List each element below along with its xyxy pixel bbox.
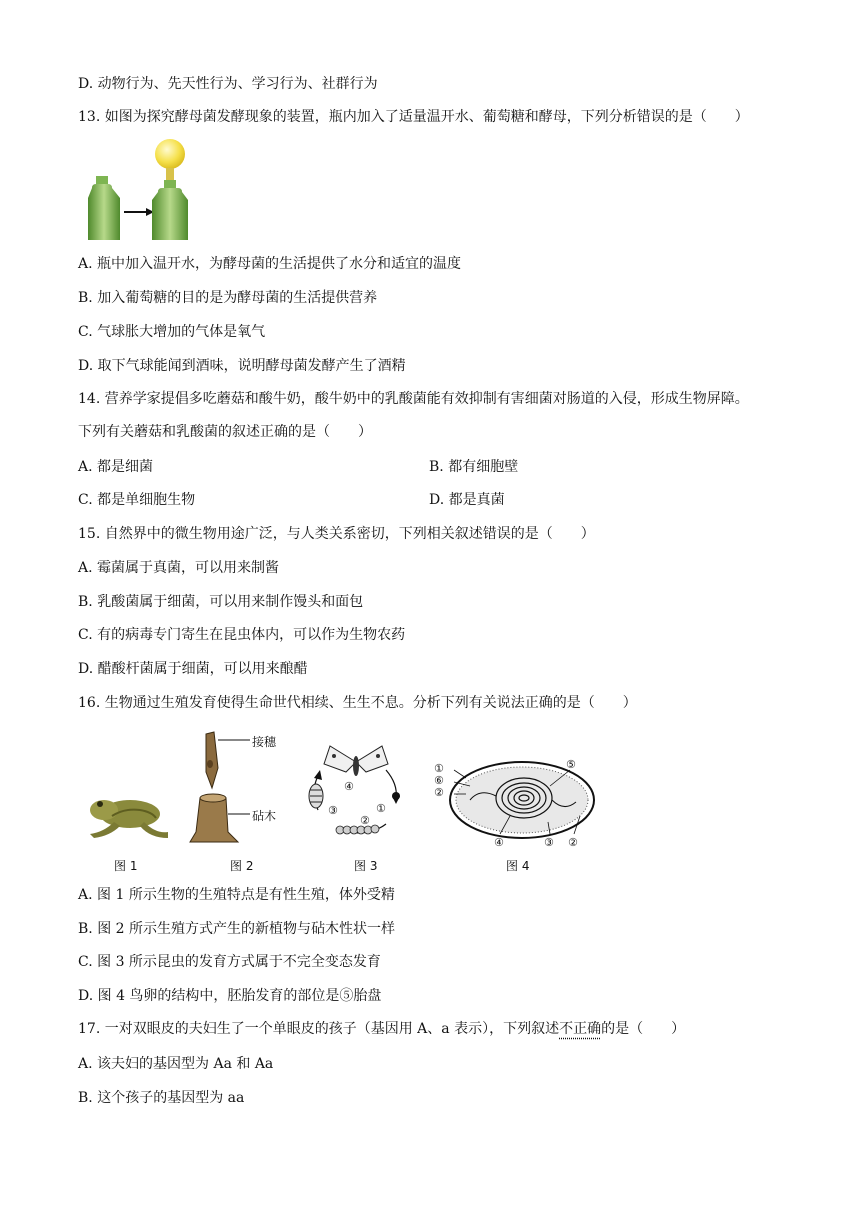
q14-stem-line2: 下列有关蘑菇和乳酸菌的叙述正确的是（ ） [78,424,372,440]
q14-option-a: A. 都是细菌 [78,459,154,475]
q15-option-c: C. 有的病毒专门寄生在昆虫体内，可以作为生物农药 [78,627,406,643]
q15-stem: 15. 自然界中的微生物用途广泛，与人类关系密切，下列相关叙述错误的是（ ） [78,526,595,542]
fig1-caption: 图 1 [114,859,138,873]
marker-2: ② [360,814,370,827]
q16-stem: 16. 生物通过生殖发育使得生命世代相续、生生不息。分析下列有关说法正确的是（ ） [78,695,637,711]
fig4-caption: 图 4 [506,859,530,873]
q16-option-b: B. 图 2 所示生殖方式产生的新植物与砧木性状一样 [78,921,395,937]
egg-marker-4: ④ [494,836,504,849]
q16-option-d: D. 图 4 鸟卵的结构中，胚胎发育的部位是⑤胎盘 [78,988,382,1004]
q12-option-d: D. 动物行为、先天性行为、学习行为、社群行为 [78,76,378,92]
q13-option-c: C. 气球胀大增加的气体是氧气 [78,324,266,340]
yeast-bottle-figure [84,136,194,244]
q17-option-b: B. 这个孩子的基因型为 aa [78,1090,245,1106]
marker-3: ③ [328,804,338,817]
q14-option-c: C. 都是单细胞生物 [78,492,196,508]
egg-marker-6: ⑥ [434,774,444,787]
q17-stem-pre: 17. 一对双眼皮的夫妇生了一个单眼皮的孩子（基因用 A、a 表示），下列叙述 [78,1021,560,1037]
bird-egg-figure [430,756,606,850]
insect-lifecycle-figure [300,740,412,844]
stock-label: 砧木 [252,809,277,823]
q16-option-a: A. 图 1 所示生物的生殖特点是有性生殖，体外受精 [78,887,395,903]
q15-option-a: A. 霉菌属于真菌，可以用来制酱 [78,560,280,576]
q14-stem-line1: 14. 营养学家提倡多吃蘑菇和酸牛奶，酸牛奶中的乳酸菌能有效抑制有害细菌对肠道的入侵，形成生物屏障。 [78,391,749,407]
q13-stem: 13. 如图为探究酵母菌发酵现象的装置，瓶内加入了适量温开水、葡萄糖和酵母，下列分析错误的是（ ） [78,109,749,125]
q15-option-b: B. 乳酸菌属于细菌，可以用来制作馒头和面包 [78,594,364,610]
egg-marker-2a: ② [434,786,444,799]
q13-option-b: B. 加入葡萄糖的目的是为酵母菌的生活提供营养 [78,290,378,306]
egg-marker-1: ① [434,762,444,775]
fig2-caption: 图 2 [230,859,254,873]
q17-stem-post: 的是（ ） [601,1021,686,1037]
scion-label: 接穗 [252,735,277,749]
q14-option-d: D. 都是真菌 [429,492,505,508]
q13-option-a: A. 瓶中加入温开水，为酵母菌的生活提供了水分和适宜的温度 [78,256,462,272]
egg-marker-2b: ② [568,836,578,849]
q15-option-d: D. 醋酸杆菌属于细菌，可以用来酿醋 [78,661,308,677]
q17-option-a: A. 该夫妇的基因型为 Aa 和 Aa [78,1056,274,1072]
frog-figure [84,788,172,840]
q14-option-b: B. 都有细胞壁 [429,459,519,475]
q13-option-d: D. 取下气球能闻到酒味，说明酵母菌发酵产生了酒精 [78,358,406,374]
egg-marker-5: ⑤ [566,758,576,771]
q17-stem [78,1019,685,1039]
marker-1: ① [376,802,386,815]
marker-4: ④ [344,780,354,793]
q16-option-c: C. 图 3 所示昆虫的发育方式属于不完全变态发育 [78,954,381,970]
q17-stem-emphasis: 不正确 [559,1021,602,1037]
egg-marker-3: ③ [544,836,554,849]
fig3-caption: 图 3 [354,859,378,873]
